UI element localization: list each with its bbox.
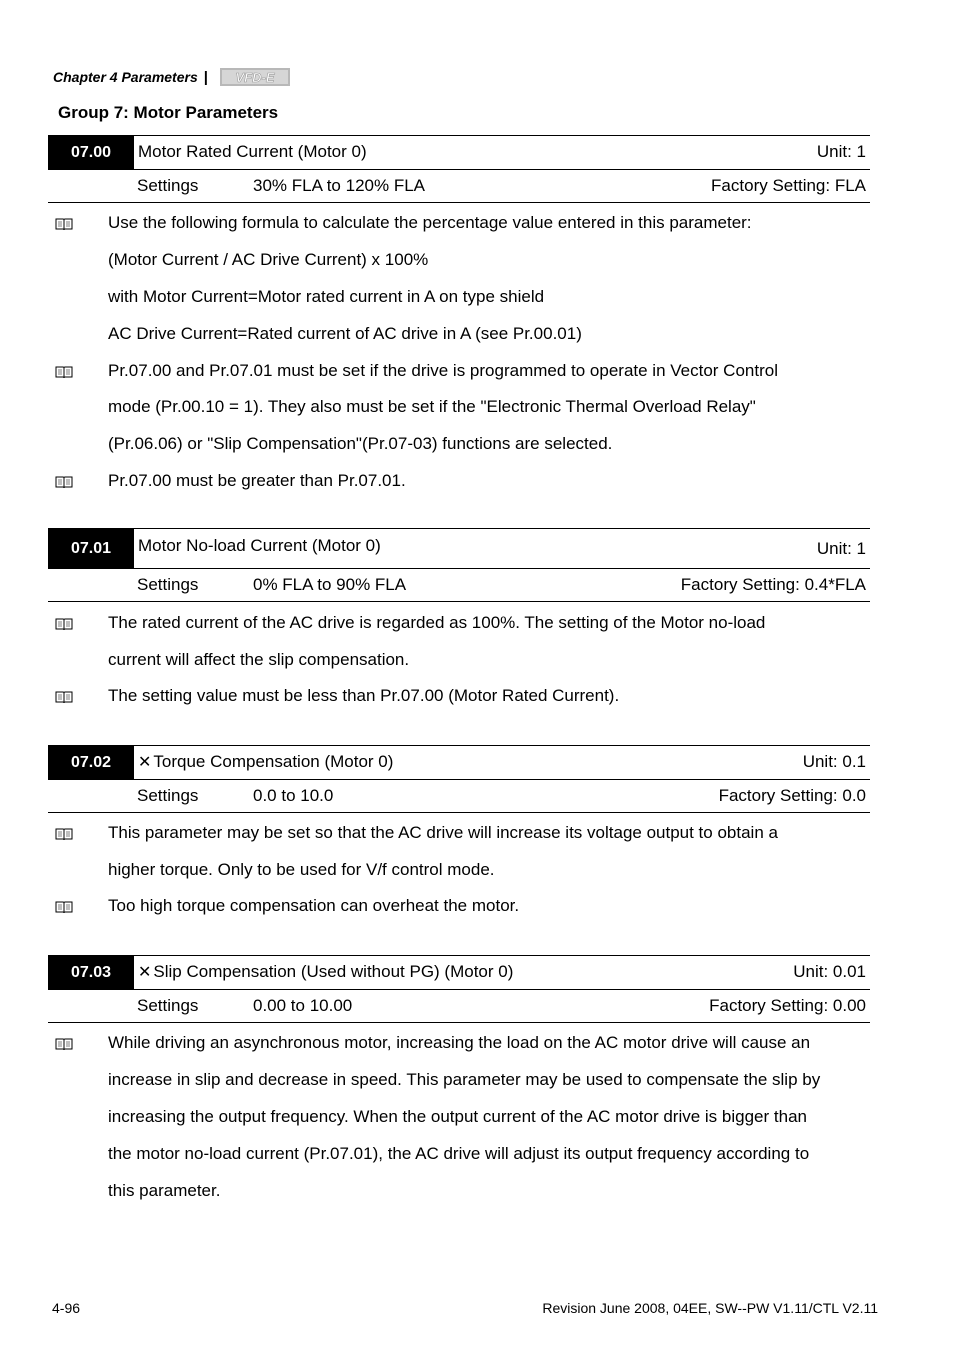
param-07-03 xyxy=(48,955,870,1023)
book-icon xyxy=(55,476,73,489)
page-number: 4-96 xyxy=(52,1300,81,1316)
factory-setting: Factory Setting: 0.00 xyxy=(709,996,866,1015)
param-header xyxy=(48,135,870,170)
note-text: current will affect the slip compensation. xyxy=(108,650,410,669)
note-text: Use the following formula to calculate the percentage value entered in this parameter: xyxy=(108,213,752,232)
book-icon xyxy=(55,218,73,231)
note-text: increase in slip and decrease in speed. This parameter may be used to compensate the slip by xyxy=(108,1070,821,1089)
param-id: 07.02 xyxy=(48,745,134,780)
settings-range: 0.0 to 10.0 xyxy=(253,786,334,805)
param-name xyxy=(138,962,513,982)
param-settings-row xyxy=(48,990,870,1023)
book-icon xyxy=(55,366,73,379)
param-header xyxy=(48,955,870,990)
note-text: AC Drive Current=Rated current of AC drive in A (see Pr.00.01) xyxy=(108,324,582,343)
note-text: increasing the output frequency. When the output current of the AC motor drive is bigger than xyxy=(108,1107,807,1126)
note-text: Too high torque compensation can overheat the motor. xyxy=(108,896,520,915)
settings-range: 0% FLA to 90% FLA xyxy=(253,575,407,594)
vfd-e-logo xyxy=(220,68,290,86)
book-icon xyxy=(55,691,73,704)
param-name-text: Torque Compensation (Motor 0) xyxy=(153,752,394,771)
param-unit: Unit: 1 xyxy=(816,142,866,161)
param-07-01 xyxy=(48,528,870,602)
factory-setting: Factory Setting: FLA xyxy=(711,176,866,195)
settings-label: Settings xyxy=(137,996,199,1015)
editable-pen-icon: ✕ xyxy=(138,754,152,771)
settings-range: 30% FLA to 120% FLA xyxy=(253,176,425,195)
note-text: higher torque. Only to be used for V/f control mode. xyxy=(108,860,495,879)
param-unit: Unit: 0.01 xyxy=(793,962,866,981)
factory-setting: Factory Setting: 0.0 xyxy=(718,786,866,805)
note-text: mode (Pr.00.10 = 1). They also must be set if the "Electronic Thermal Overload Relay" xyxy=(108,397,756,416)
note-text: the motor no-load current (Pr.07.01), the AC drive will adjust its output frequency according to xyxy=(108,1144,810,1163)
settings-label: Settings xyxy=(137,786,199,805)
note-text: (Motor Current / AC Drive Current) x 100% xyxy=(108,250,429,269)
note-text: this parameter. xyxy=(108,1181,221,1200)
settings-label: Settings xyxy=(137,575,199,594)
param-07-02 xyxy=(48,745,870,813)
param-settings-row xyxy=(48,780,870,813)
note-text: (Pr.06.06) or "Slip Compensation"(Pr.07-03) functions are selected. xyxy=(108,434,613,453)
param-id: 07.01 xyxy=(48,528,134,569)
param-name-text: Slip Compensation (Used without PG) (Motor 0) xyxy=(153,962,514,981)
param-unit: Unit: 1 xyxy=(816,539,866,558)
page-header xyxy=(53,66,290,88)
param-name: Motor Rated Current (Motor 0) xyxy=(138,142,367,161)
book-icon xyxy=(55,618,73,631)
param-07-00 xyxy=(48,135,870,203)
param-id: 07.00 xyxy=(48,135,134,170)
param-header xyxy=(48,745,870,780)
param-id: 07.03 xyxy=(48,955,134,990)
settings-label: Settings xyxy=(137,176,199,195)
note-text: Pr.07.00 must be greater than Pr.07.01. xyxy=(108,471,406,490)
header-separator: | xyxy=(203,68,208,86)
svg-text:VFD-E: VFD-E xyxy=(235,70,275,85)
group-title: Group 7: Motor Parameters xyxy=(58,103,279,122)
note-text: Pr.07.00 and Pr.07.01 must be set if the drive is programmed to operate in Vector Control xyxy=(108,361,778,380)
revision-info: Revision June 2008, 04EE, SW--PW V1.11/CTL V2.11 xyxy=(542,1300,878,1316)
param-unit: Unit: 0.1 xyxy=(802,752,866,771)
param-settings-row xyxy=(48,170,870,203)
param-settings-row xyxy=(48,569,870,602)
param-name: Motor No-load Current (Motor 0) xyxy=(138,536,381,555)
note-text: with Motor Current=Motor rated current in A on type shield xyxy=(108,287,545,306)
book-icon xyxy=(55,1038,73,1051)
note-text: The rated current of the AC drive is regarded as 100%. The setting of the Motor no-load xyxy=(108,613,766,632)
book-icon xyxy=(55,828,73,841)
chapter-title: Chapter 4 Parameters xyxy=(53,69,198,85)
editable-pen-icon: ✕ xyxy=(138,964,152,981)
note-text: While driving an asynchronous motor, increasing the load on the AC motor drive will cause an xyxy=(108,1033,811,1052)
note-text: This parameter may be set so that the AC drive will increase its voltage output to obtain a xyxy=(108,823,778,842)
param-header xyxy=(48,528,870,569)
note-text: The setting value must be less than Pr.07.00 (Motor Rated Current). xyxy=(108,686,620,705)
settings-range: 0.00 to 10.00 xyxy=(253,996,353,1015)
factory-setting: Factory Setting: 0.4*FLA xyxy=(680,575,866,594)
param-name xyxy=(138,752,393,772)
book-icon xyxy=(55,901,73,914)
